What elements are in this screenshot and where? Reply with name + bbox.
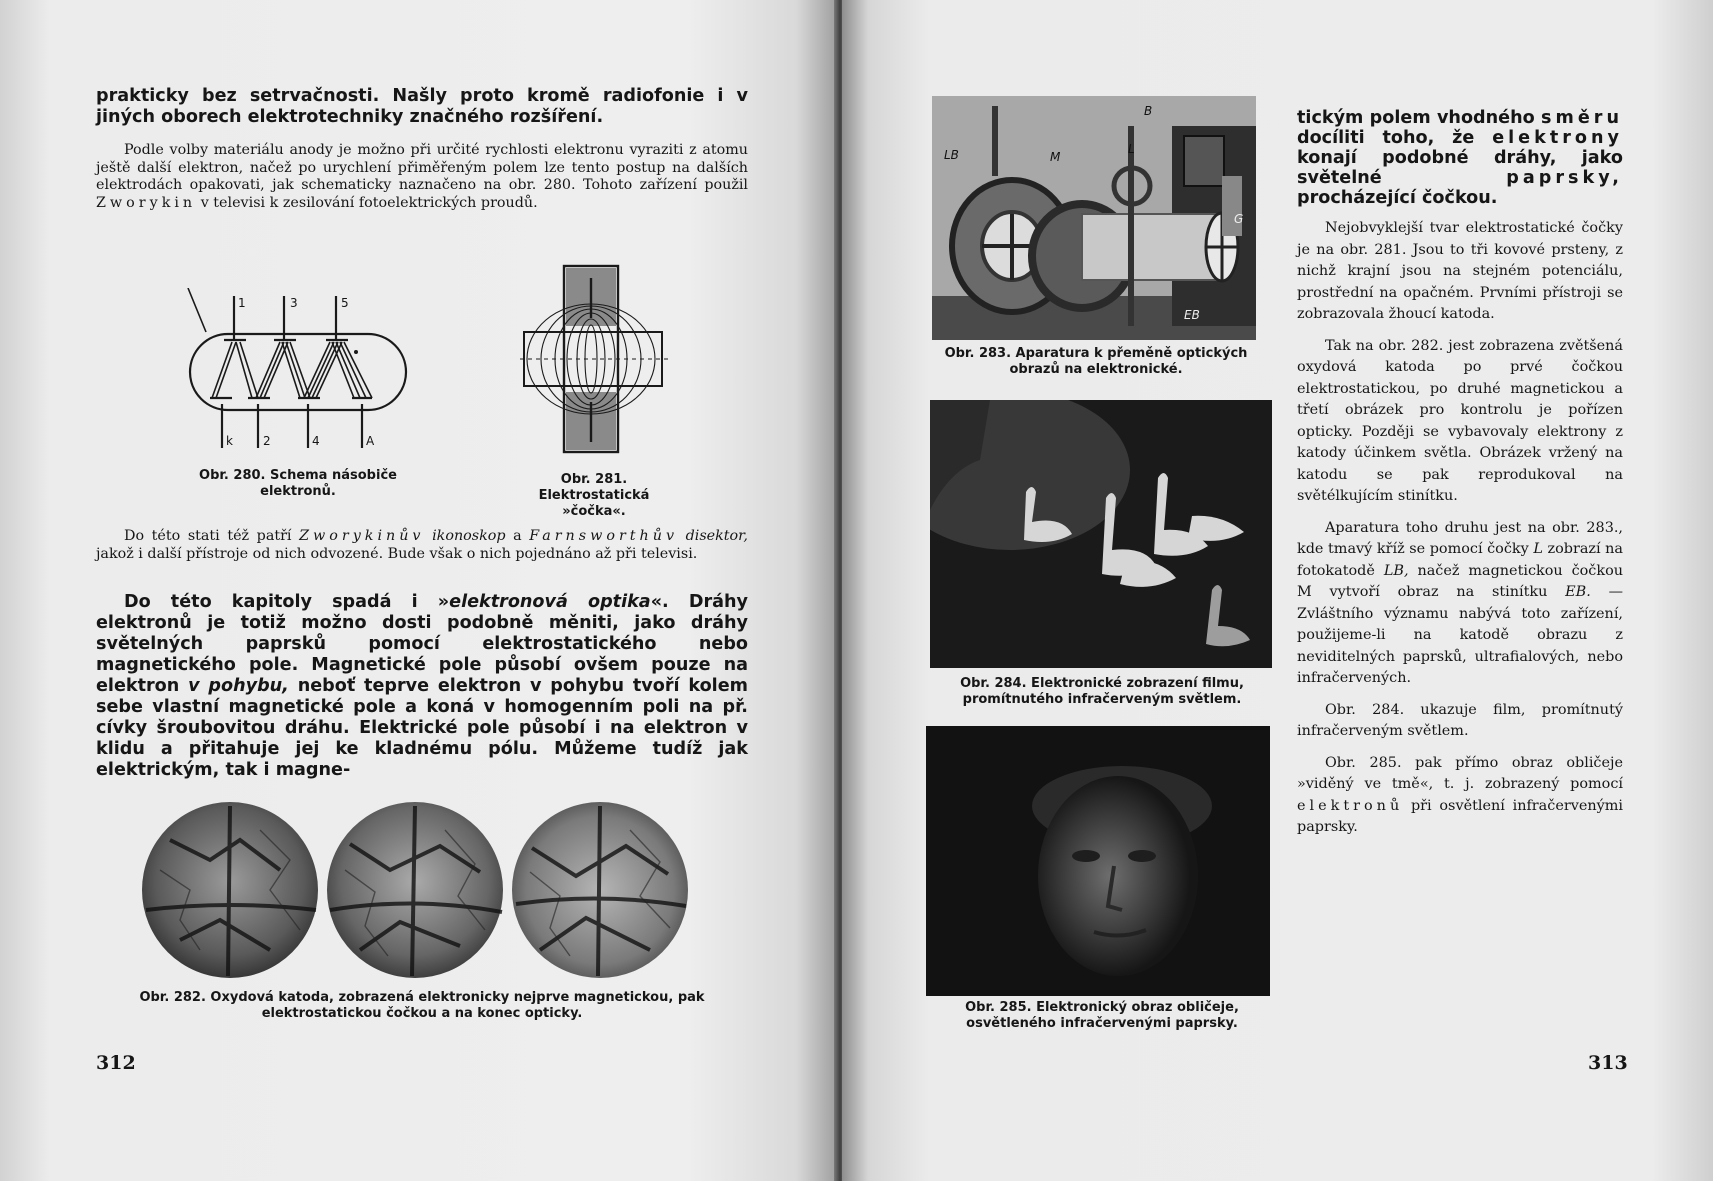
intro-lead-text <box>96 86 748 128</box>
para1-text-b: v televisi k zesilování fotoelektrických proudů. <box>200 194 538 211</box>
col-p3-LB: LB, <box>1383 562 1409 579</box>
page-number-left: 312 <box>96 1052 136 1074</box>
fig280-label-3: 3 <box>290 296 298 310</box>
paragraph-1 <box>96 142 748 212</box>
fig280-label-4: 4 <box>312 434 320 448</box>
figure-281-lens <box>520 262 670 458</box>
swans-drawing <box>930 400 1272 668</box>
column-paragraph-1: Nejobvyklejší tvar elektrostatické čočky je na obr. 281. Jsou to tři kovové prsteny, z nichž krajní jsou na stejném potenciálu, prostřední na opačném. Prvními přístroji se zobrazovala žhoucí katoda. <box>1297 220 1623 322</box>
col-p3-EB: EB. <box>1565 584 1591 600</box>
lead2-text-a: Do této kapitoly spadá i » <box>124 592 450 612</box>
fig283-caption: Obr. 283. Aparatura k přeměně optických obrazů na elektronické. <box>944 346 1248 377</box>
col-lead-spaced-1: směru <box>1541 108 1623 128</box>
column-paragraph-3 <box>1297 518 1623 690</box>
figure-284-photo <box>930 400 1272 668</box>
lead2-emphasis-2: v pohybu, <box>188 676 289 696</box>
para2-name-1: Zworykinův <box>299 528 425 544</box>
col-p3-a: Aparatura toho druhu jest na obr. 283., kde tmavý kříž se pomocí čočky <box>1297 519 1623 557</box>
column-paragraph-4: Obr. 284. ukazuje film, promítnutý infračerveným světlem. <box>1297 701 1623 739</box>
column-paragraph-2: Tak na obr. 282. jest zobrazena zvětšená oxydová katoda po prvé čočkou elektrostatickou, po druhé magnetickou a třetí obrázek pro kontrolu je pořízen opticky. Později se vybavovaly elektrony z katody účinkem světla. Obrázek vržený na katodu se pak reprodukoval na světélkujícím stinítku. <box>1297 337 1623 504</box>
fig284-caption: Obr. 284. Elektronické zobrazení filmu, promítnutého infračerveným světlem. <box>960 676 1244 707</box>
col-lead-spaced-2: elektrony <box>1492 128 1623 148</box>
figure-283-photo <box>932 96 1256 340</box>
col-p5-spaced: elektronů <box>1297 797 1404 814</box>
col-lead-spaced-3: paprsky, <box>1506 168 1623 188</box>
para2-term-2: disektor, <box>685 528 748 544</box>
figure-282-micrographs <box>140 800 700 982</box>
fig282-caption: Obr. 282. Oxydová katoda, zobrazená elektronicky nejprve magnetickou, pak elektrostatickou čočkou a na konec opticky. <box>139 990 705 1021</box>
label-g: G <box>1234 212 1244 226</box>
electron-optics-lead <box>96 592 748 781</box>
col-lead-a: tickým polem vhodného <box>1297 108 1535 128</box>
fig280-label-k: k <box>226 434 233 448</box>
fig281-caption: Obr. 281. Elektrostatická »čočka«. <box>538 472 650 519</box>
para2-term-1: ikonoskop <box>432 528 506 544</box>
label-b: B <box>1144 104 1153 118</box>
fig280-label-5: 5 <box>341 296 349 310</box>
column-paragraph-5 <box>1297 753 1623 839</box>
para2-name-2: Farnsworthův <box>529 528 679 544</box>
page-number-right: 313 <box>1588 1052 1628 1074</box>
figure-285-photo <box>926 726 1270 996</box>
lead2-emphasis: elektronová optika <box>449 592 651 612</box>
column-lead <box>1297 108 1623 208</box>
para1-text-a: Podle volby materiálu anody je možno při určité rychlosti elektronu vyraziti z atomu ještě další elektron, načež po urychlení přiměřeným polem lze tento postup na dalších elektrodách opakovati, jak schematicky naznačeno na obr. 280. Tohoto zařízení použil <box>96 142 748 194</box>
apparatus-drawing <box>932 96 1256 340</box>
left-page <box>0 0 838 1181</box>
col-p3-d: — Zvláštního významu nabývá toto zařízení, použijeme-li na katodě obrazu z neviditelných paprsků, ultrafialových, nebo infračervených. <box>1297 584 1624 686</box>
face-drawing <box>926 726 1270 996</box>
figure-280-schematic <box>186 288 418 458</box>
lead2-text-b: «. Dráhy elektronů je totiž možno dosti podobně měniti, jako dráhy světelných paprsků pomocí elektrostatického nebo magnetického pole. Magnetické pole působí ovšem pouze na elektron <box>96 592 749 696</box>
col-p5-b: při osvětlení infračervenými paprsky. <box>1297 797 1624 835</box>
col-lead-c: konají podobné dráhy, jako světelné <box>1297 148 1623 188</box>
col-p3-L: L <box>1533 541 1543 557</box>
col-p3-c: načež magnetickou čočkou M vytvoří obraz na stinítku <box>1297 562 1624 600</box>
label-eb: EB <box>1184 308 1200 322</box>
paragraph-2 <box>96 528 748 563</box>
intro-lead: prakticky bez setrvačnosti. Našly proto kromě radiofonie i v jiných oborech elektrotechniky značného rozšíření. <box>96 86 748 127</box>
col-lead-b: docíliti toho, že <box>1297 128 1475 148</box>
para2-text-c: jakož i další přístroje od nich odvozené. Bude však o nich pojednáno až při televisi. <box>96 545 698 562</box>
col-p3-b: zobrazí na fotokatodě <box>1297 541 1624 579</box>
fig280-caption: Obr. 280. Schema násobiče elektronů. <box>199 468 397 499</box>
lead2-text-c: neboť teprve elektron v pohybu tvoří kolem sebe vlastní magnetické pole a koná v homogenním poli na př. cívky šroubovitou dráhu. Elektrické pole působí i na elektron v klidu a přitahuje jej ke kladnému pólu. Můžeme tudíž jak elektrickým, tak i magne- <box>96 676 748 780</box>
fig285-caption: Obr. 285. Elektronický obraz obličeje, osvětleného infračervenými paprsky. <box>965 1000 1239 1031</box>
right-text-column <box>1297 108 1623 849</box>
label-l: L <box>1128 142 1135 156</box>
para2-text-a: Do této stati též patří <box>124 528 292 544</box>
para1-name: Zworykin <box>96 194 197 211</box>
label-lb: LB <box>944 148 959 162</box>
fig280-label-2: 2 <box>263 434 271 448</box>
right-page <box>842 0 1713 1181</box>
col-p5-a: Obr. 285. pak přímo obraz obličeje »viděný ve tmě«, t. j. zobrazený pomocí <box>1297 754 1623 792</box>
para2-text-b: a <box>513 528 522 544</box>
col-lead-d: procházející čočkou. <box>1297 188 1498 208</box>
fig280-label-A: A <box>366 434 375 448</box>
label-m: M <box>1050 150 1061 164</box>
fig280-label-1: 1 <box>238 296 246 310</box>
